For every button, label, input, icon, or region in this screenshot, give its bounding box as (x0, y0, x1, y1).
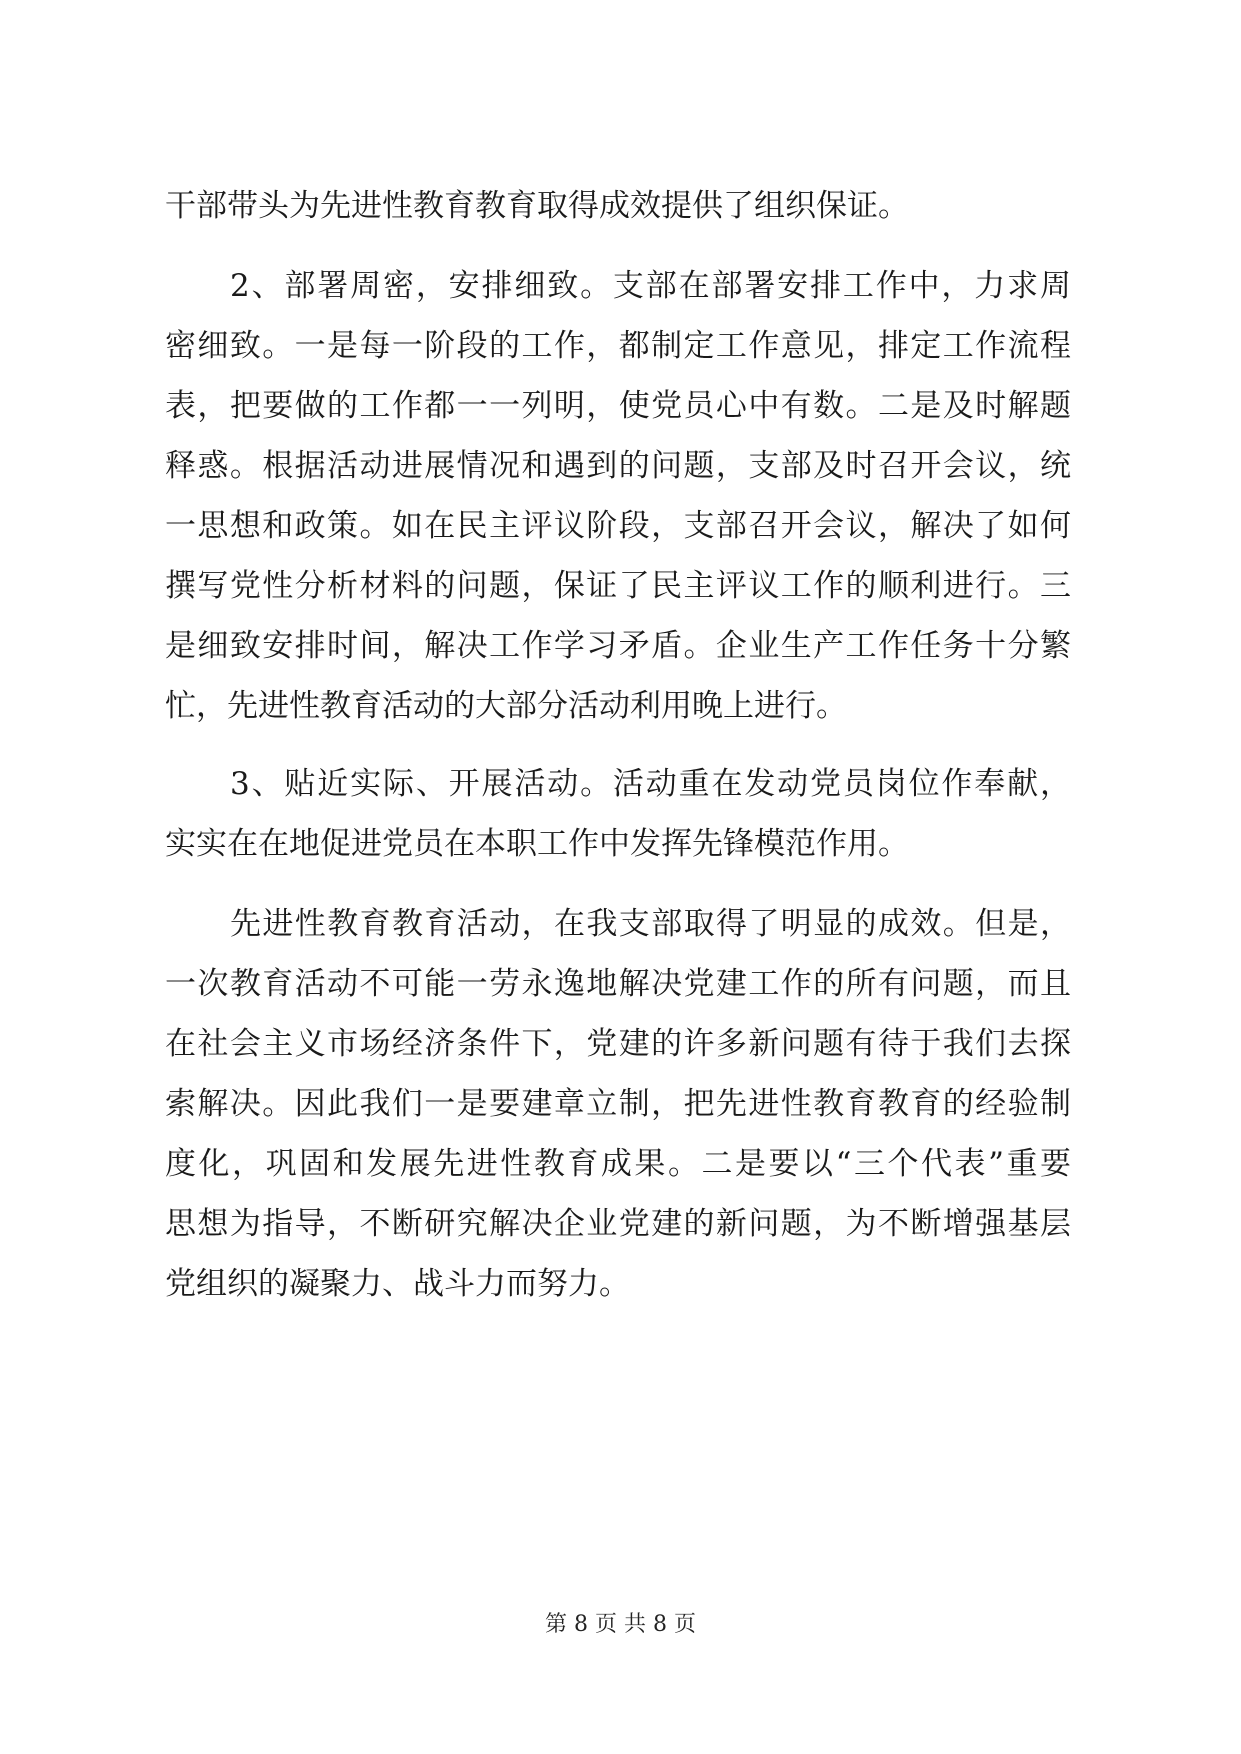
text-line: 是细致安排时间，解决工作学习矛盾。企业生产工作任务十分繁 (165, 628, 1071, 664)
text-line: 在社会主义市场经济条件下，党建的许多新问题有待于我们去探 (165, 1026, 1071, 1062)
text-line: 撰写党性分析材料的问题，保证了民主评议工作的顺利进行。三 (165, 568, 1071, 604)
text-line: 先进性教育教育活动，在我支部取得了明显的成效。但是， (230, 906, 1071, 942)
text-line: 一思想和政策。如在民主评议阶段，支部召开会议，解决了如何 (165, 508, 1071, 544)
text-line: 思想为指导，不断研究解决企业党建的新问题，为不断增强基层 (165, 1206, 1071, 1242)
text-line: 实实在在地促进党员在本职工作中发挥先锋模范作用。 (165, 826, 909, 862)
text-line: 干部带头为先进性教育教育取得成效提供了组织保证。 (165, 188, 909, 224)
text-line: 释惑。根据活动进展情况和遇到的问题，支部及时召开会议，统 (165, 448, 1071, 484)
text-line: 密细致。一是每一阶段的工作，都制定工作意见，排定工作流程 (165, 328, 1071, 364)
text-line: 度化，巩固和发展先进性教育成果。二是要以“三个代表”重要 (165, 1146, 1071, 1182)
text-line: 党组织的凝聚力、战斗力而努力。 (165, 1266, 630, 1302)
text-line: 忙，先进性教育活动的大部分活动利用晚上进行。 (165, 688, 847, 724)
text-line: 表，把要做的工作都一一列明，使党员心中有数。二是及时解题 (165, 388, 1071, 424)
page-footer: 第 8 页 共 8 页 (545, 1612, 696, 1637)
text-line: 3、贴近实际、开展活动。活动重在发动党员岗位作奉献， (230, 766, 1071, 802)
text-line: 一次教育活动不可能一劳永逸地解决党建工作的所有问题，而且 (165, 966, 1071, 1002)
text-line: 2、部署周密，安排细致。支部在部署安排工作中，力求周 (230, 268, 1071, 304)
text-line: 索解决。因此我们一是要建章立制，把先进性教育教育的经验制 (165, 1086, 1071, 1122)
